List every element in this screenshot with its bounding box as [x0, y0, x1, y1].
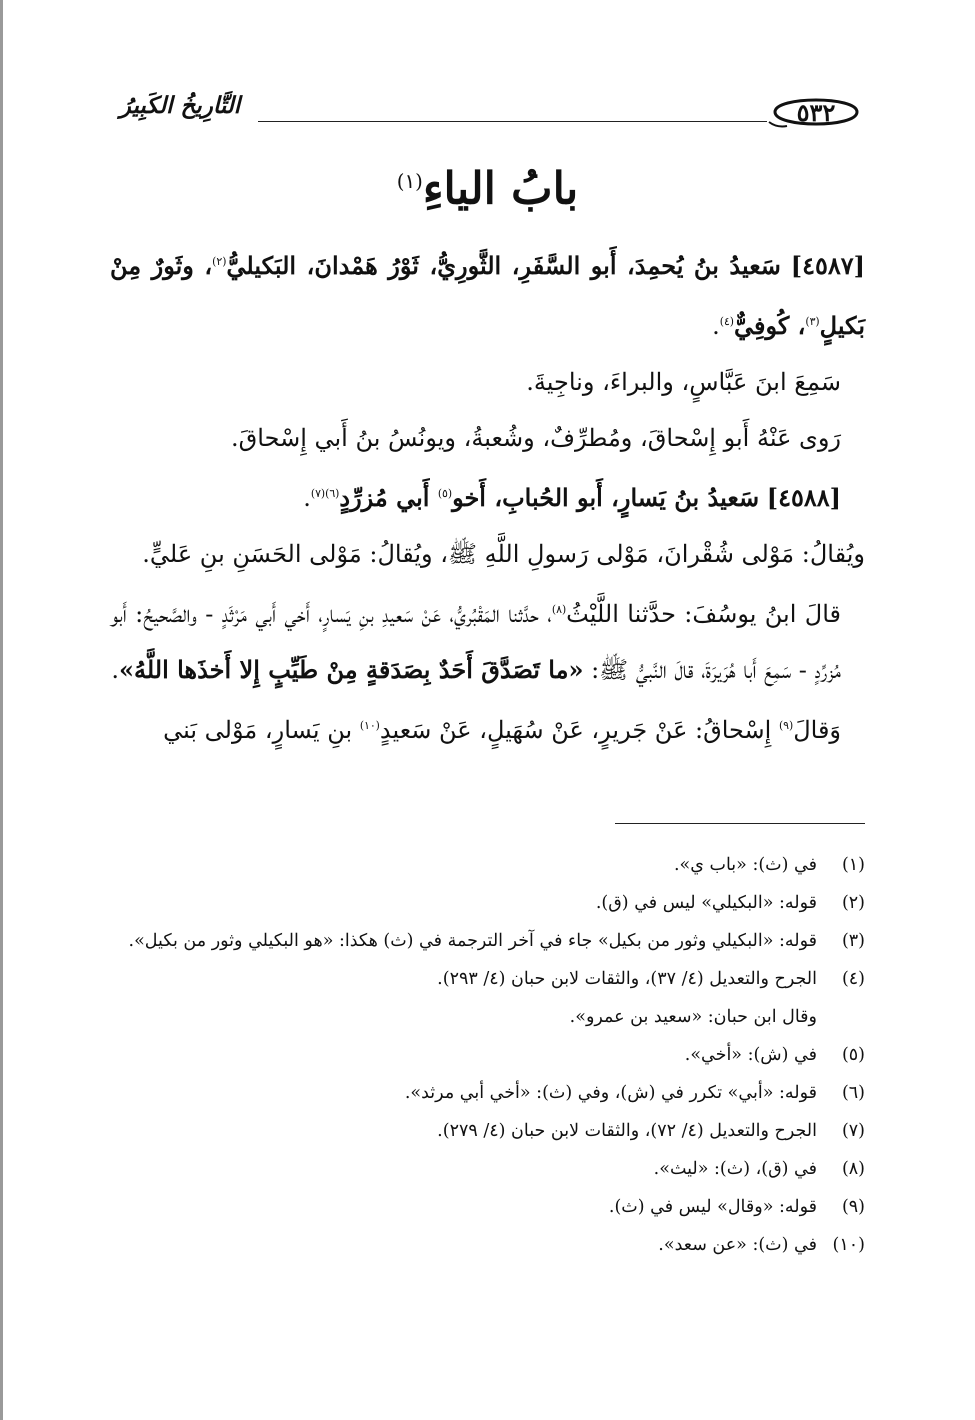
entry-heading-cont: أَبي مُزرِّدٍ	[339, 483, 438, 512]
footnote-number: (٣)	[841, 931, 865, 951]
chapter-title	[110, 142, 865, 230]
entry-heading: سَعيدُ بنُ يَسارٍ، أَبو الحُبابِ، أَخو	[452, 483, 760, 512]
chapter-title-text: بابُ الياءِ	[422, 163, 579, 215]
footnote-ref: (١)	[396, 170, 423, 193]
para-end: .	[111, 656, 119, 684]
entry-4588	[110, 466, 865, 526]
book-title: التَّارِيخُ الكَبِيرُ	[119, 92, 241, 119]
para-text: إِسْحاقُ: عَنْ جَريرٍ، عَنْ سُهَيلٍ، عَنْ سَعيدٍ	[379, 716, 779, 744]
header-rule	[258, 121, 767, 122]
scan-edge	[0, 0, 3, 1420]
para-text: وَقالَ	[793, 716, 841, 744]
footnote-ref: (٥)	[437, 487, 453, 500]
footnotes	[110, 846, 865, 1264]
footnote-text: الجرح والتعديل (٤/ ٣٧)، والثقات لابن حبان (٤/ ٢٩٣).	[437, 969, 817, 989]
para-text: قالَ ابنُ يوسُفَ: حدَّثنا اللَّيْثُ	[566, 600, 841, 628]
footnote-text: في (ث): «عن سعد».	[658, 1235, 817, 1255]
line-sami: سَمِعَ ابنَ عَبَّاسٍ، والبراءَ، وناجِيةَ.	[526, 368, 841, 396]
footnote-4	[110, 960, 865, 998]
footnote-number: (١٠)	[832, 1235, 865, 1255]
footnote-number: (٩)	[841, 1197, 865, 1217]
entry-number: [٤٥٨٧]	[790, 251, 865, 280]
footnote-ref: (٤)	[719, 315, 734, 328]
para-ibn-yusuf	[110, 582, 865, 698]
footnote-text: في (ث): «باب ي».	[673, 855, 817, 875]
footnote-number: (٧)	[841, 1121, 865, 1141]
line-rawa: رَوى عَنْهُ أَبو إِسْحاقَ، ومُطرِّفٌ، وشُعبةُ، ويونُسُ بنُ أَبي إِسْحاقَ.	[231, 424, 841, 452]
hadith-quote: «ما تَصَدَّقَ أَحَدٌ بِصَدَقةٍ مِنْ طَيِّبٍ إِلا أَخذَها اللَّهُ»	[118, 655, 584, 684]
entry-heading: سَعيدُ بنُ يُحمِدَ، أَبو السَّفَرِ، الثَّورِيُّ، ثَوْرُ هَمْدانَ، البَكيليُّ	[226, 251, 781, 280]
footnote-number: (١)	[841, 855, 865, 875]
footnote-text: قوله: «أبي» تكرر في (ش)، وفي (ث): «أخي أبي مرثد».	[404, 1083, 817, 1103]
footnote-9	[110, 1188, 865, 1226]
footnote-ref: (٨)	[551, 603, 567, 616]
entry-4587	[110, 234, 865, 354]
entry-heading-cont: ، وثَورٌ مِنْ بَكيلٍ	[110, 251, 865, 340]
footnote-3	[110, 922, 865, 960]
entry-number: [٤٥٨٨]	[766, 483, 841, 512]
footnote-8	[110, 1150, 865, 1188]
footnote-text: في (ش): «أخي».	[684, 1045, 817, 1065]
footnote-text: قوله: «البكيلي وثور من بكيل» جاء في آخر الترجمة في (ث) هكذا: «هو البكيلي وثور من بكيل».	[128, 931, 817, 951]
footnote-number: (٤)	[841, 969, 865, 989]
page-number: ٥٣٢	[796, 98, 836, 127]
footnote-4-continuation: وقال ابن حبان: «سعيد بن عمرو».	[569, 1007, 817, 1027]
entry-end: .	[303, 484, 311, 512]
footnote-2	[110, 884, 865, 922]
line-yuqal: ويُقالُ: مَوْلى شُقْرانَ، مَوْلى رَسولِ اللَّهِ ﷺ، ويُقالُ: مَوْلى الحَسَنِ بنِ عَليٍّ.	[142, 540, 865, 568]
footnote-number: (٥)	[841, 1045, 865, 1065]
footnote-ref: (٣)	[805, 315, 820, 328]
footnote-1	[110, 846, 865, 884]
entry-end: .	[712, 312, 720, 340]
footnote-5	[110, 1036, 865, 1074]
main-text	[110, 234, 865, 758]
footnote-10	[110, 1226, 865, 1264]
para-text: بنِ يَسارٍ، مَوْلى بَني	[163, 716, 360, 744]
footnote-ref: (٢)	[212, 255, 227, 268]
footnote-ref: (١٠)	[359, 719, 380, 732]
footnote-text: قوله: «وقال» ليس في (ث).	[608, 1197, 817, 1217]
para-text: ، حدَّثنا المَقْبُريُّ، عَنْ سَعيدِ بنِ يَسارٍ، أَخي أَبي مَرْثَدٍ - والصَّحيحُ: أَبو مُزرِّدٍ - سَمِعَ أَبا هُرَيرَةَ، قالَ النَّبيُّ ﷺ:	[110, 600, 841, 684]
entry-heading-cont: ، كُوفِيٌّ	[733, 311, 806, 340]
footnote-text: في (ق)، (ث): «ليث».	[653, 1159, 817, 1179]
footnote-ref: (٦)(٧)	[310, 487, 340, 500]
footnote-6	[110, 1074, 865, 1112]
page-number-ornament	[767, 92, 865, 132]
footnote-7	[110, 1112, 865, 1150]
footnote-text: الجرح والتعديل (٤/ ٧٢)، والثقات لابن حبان (٤/ ٢٧٩).	[437, 1121, 817, 1141]
page-header	[110, 88, 865, 144]
footnote-number: (٢)	[841, 893, 865, 913]
footnote-number: (٦)	[841, 1083, 865, 1103]
footnote-text: قوله: «البكيلي» ليس في (ق).	[595, 893, 817, 913]
footnote-number: (٨)	[841, 1159, 865, 1179]
para-wa-qala	[110, 698, 865, 758]
footnote-separator	[615, 823, 865, 824]
footnote-ref: (٩)	[778, 719, 794, 732]
